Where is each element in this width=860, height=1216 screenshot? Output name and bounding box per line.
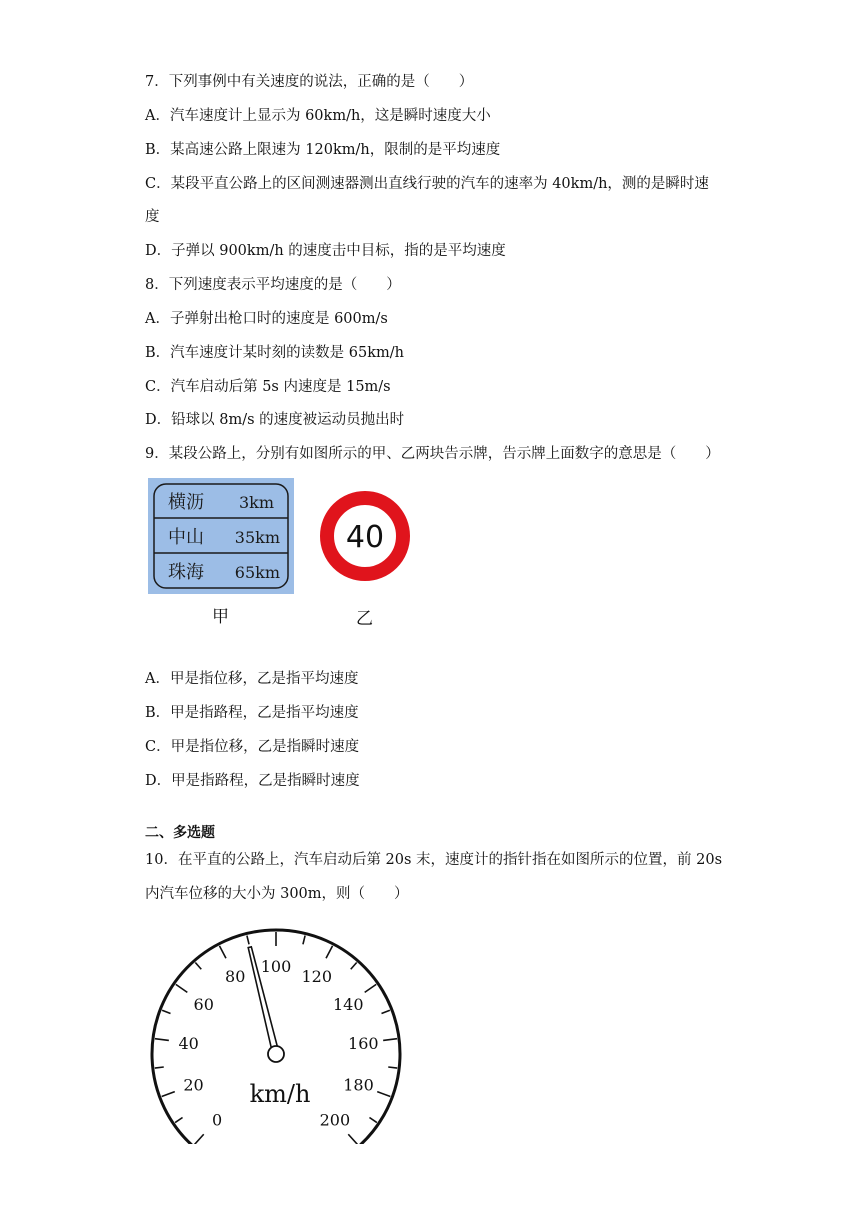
speedometer-tick xyxy=(219,946,225,958)
q9-option-a: A．甲是指位移，乙是指平均速度 xyxy=(145,671,359,687)
speedometer-label: 180 xyxy=(343,1075,374,1095)
distance-sign-figure xyxy=(148,478,294,594)
section-title: 二、多选题 xyxy=(145,825,215,841)
q8-option-d: D．铅球以 8m/s 的速度被运动员抛出时 xyxy=(145,412,405,428)
q7-option-b: B．某高速公路上限速为 120km/h，限制的是平均速度 xyxy=(145,142,501,158)
speedometer-label: 100 xyxy=(260,957,292,976)
speedometer-label: 80 xyxy=(225,967,246,987)
speedometer-tick xyxy=(195,962,201,969)
q10-stem-line-1: 10．在平直的公路上，汽车启动后第 20s 末，速度计的指针指在如图所示的位置，前 20s xyxy=(145,852,723,868)
q9-stem: 9．某段公路上，分别有如图所示的甲、乙两块告示牌，告示牌上面数字的意思是（ ） xyxy=(145,446,720,462)
q8-option-a: A．子弹射出枪口时的速度是 600m/s xyxy=(145,311,388,327)
speedometer-tick xyxy=(351,962,357,969)
speedometer-tick xyxy=(194,1134,203,1144)
distance-sign-dist-2: 35km xyxy=(234,528,280,547)
speedometer-unit: km/h xyxy=(249,1080,311,1108)
q7-stem: 7．下列事例中有关速度的说法，正确的是（ ） xyxy=(145,74,474,90)
speedometer-tick xyxy=(162,1010,170,1013)
q9-option-d: D．甲是指路程，乙是指瞬时速度 xyxy=(145,773,360,789)
speedometer-tick xyxy=(365,984,376,992)
speedometer-label: 20 xyxy=(183,1075,204,1095)
q8-stem: 8．下列速度表示平均速度的是（ ） xyxy=(145,277,401,293)
speedometer-tick xyxy=(348,1134,357,1144)
speedometer-figure xyxy=(150,922,410,1144)
q10-stem-line-2: 内汽车位移的大小为 300m，则（ ） xyxy=(145,886,409,902)
q8-option-c: C．汽车启动后第 5s 内速度是 15m/s xyxy=(145,379,391,395)
speedometer-tick xyxy=(175,1118,182,1123)
q7-option-c-continued: 度 xyxy=(145,209,160,225)
speedometer-label: 160 xyxy=(348,1033,379,1053)
speedometer-label: 120 xyxy=(301,967,333,987)
speedometer-tick xyxy=(247,936,249,945)
speedometer-label: 0 xyxy=(212,1110,223,1130)
q8-option-b: B．汽车速度计某时刻的读数是 65km/h xyxy=(145,345,404,361)
q9-option-c: C．甲是指位移，乙是指瞬时速度 xyxy=(145,739,360,755)
sign-b-caption: 乙 xyxy=(356,609,373,629)
speed-limit-sign-figure xyxy=(318,489,412,583)
speedometer-tick xyxy=(303,936,305,945)
speedometer-tick xyxy=(383,1039,397,1041)
speed-limit-number: 40 xyxy=(345,520,385,555)
speedometer-label: 140 xyxy=(332,994,364,1014)
distance-sign-dist-1: 3km xyxy=(238,493,274,512)
speedometer-label: 200 xyxy=(319,1110,351,1130)
speedometer-tick xyxy=(155,1039,169,1041)
speedometer-tick xyxy=(162,1092,175,1097)
distance-sign-place-2: 中山 xyxy=(168,527,204,548)
speedometer-label: 60 xyxy=(193,994,214,1014)
distance-sign-dist-3: 65km xyxy=(234,563,280,582)
speedometer-tick xyxy=(176,984,187,992)
speedometer-needle-hub xyxy=(268,1046,284,1062)
sign-a-caption: 甲 xyxy=(212,607,229,627)
speedometer-tick xyxy=(377,1092,390,1097)
speedometer-tick xyxy=(388,1067,397,1068)
q7-option-a: A．汽车速度计上显示为 60km/h，这是瞬时速度大小 xyxy=(145,108,491,124)
q7-option-c: C．某段平直公路上的区间测速器测出直线行驶的汽车的速率为 40km/h，测的是瞬时速 xyxy=(145,176,709,192)
speedometer-tick xyxy=(369,1118,376,1123)
distance-sign-place-1: 横沥 xyxy=(168,492,204,513)
q7-option-d: D．子弹以 900km/h 的速度击中目标，指的是平均速度 xyxy=(145,243,506,259)
speedometer-tick xyxy=(155,1067,164,1068)
speedometer-label: 40 xyxy=(178,1033,199,1053)
distance-sign-place-3: 珠海 xyxy=(168,562,204,583)
speedometer-tick xyxy=(381,1010,389,1013)
q9-option-b: B．甲是指路程，乙是指平均速度 xyxy=(145,705,359,721)
speedometer-tick xyxy=(326,946,332,958)
